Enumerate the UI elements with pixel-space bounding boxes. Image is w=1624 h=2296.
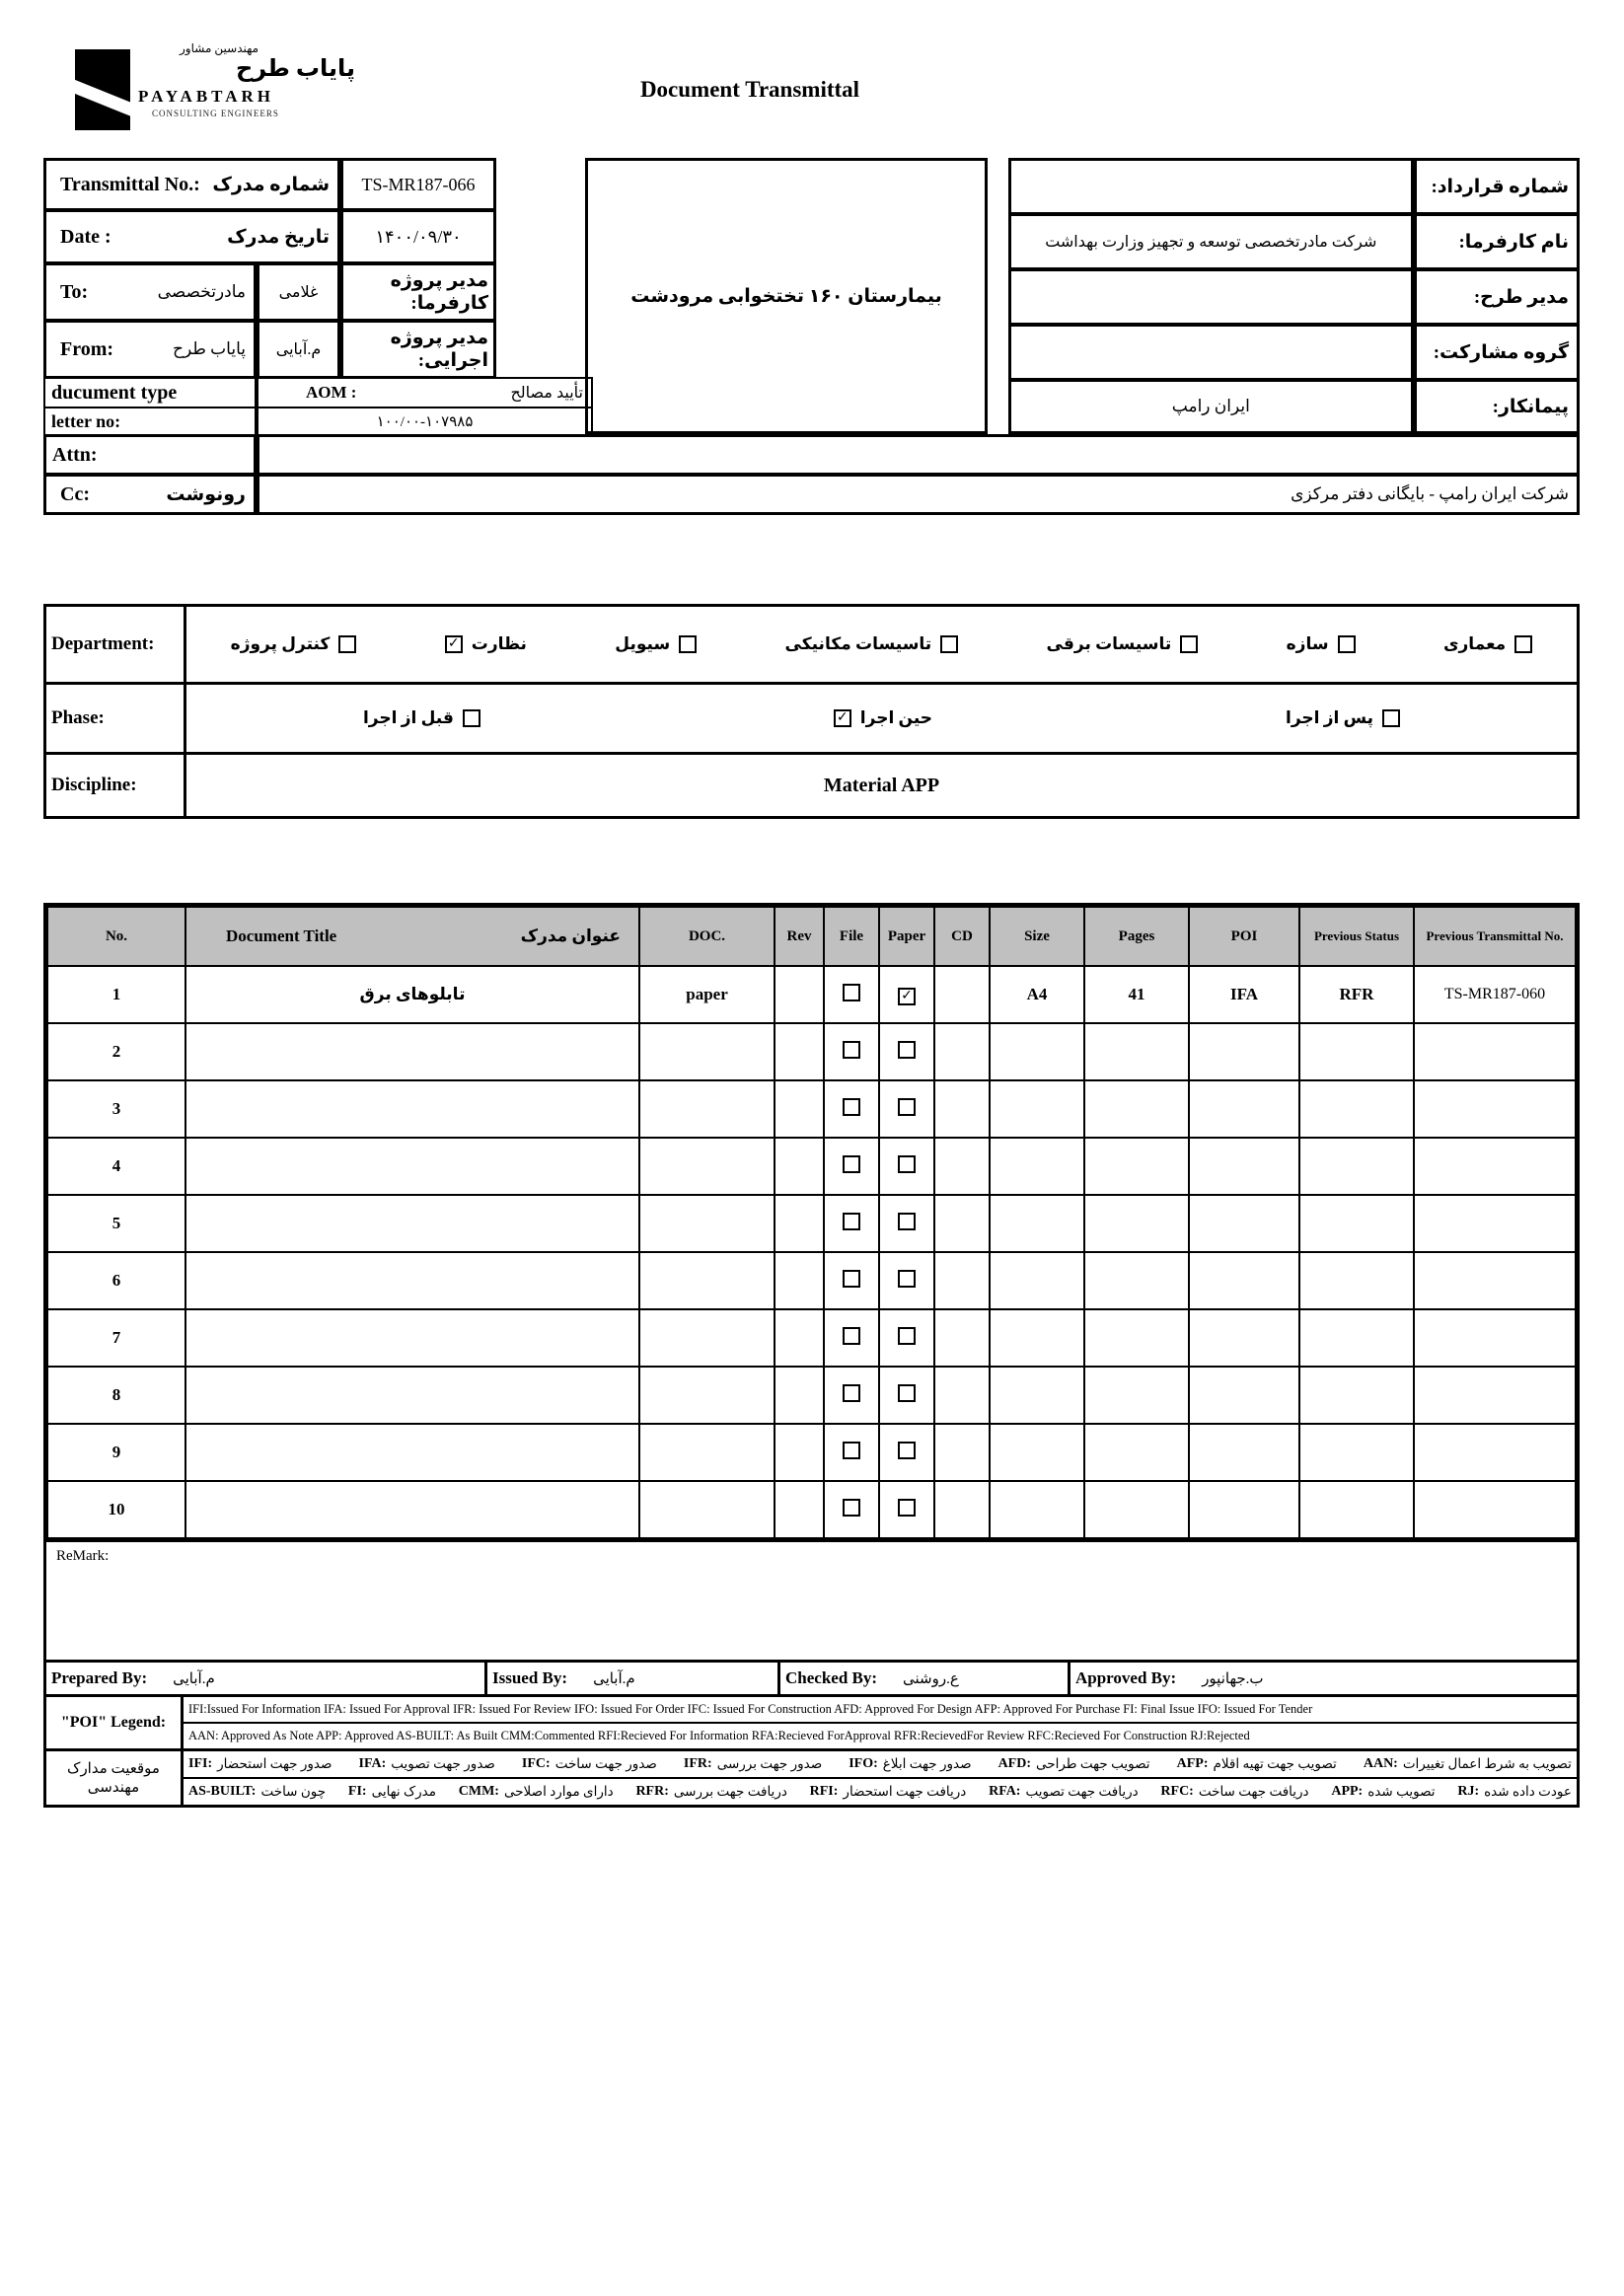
document-row-8: 8 <box>47 1367 1576 1424</box>
dept-checkbox-electrical[interactable] <box>1180 635 1198 653</box>
poi-legend-fa-band <box>46 1748 1577 1805</box>
from-role-fa: مدیر پروژه اجرایی: <box>340 320 496 379</box>
documents-header-row <box>47 907 1576 966</box>
dept-item-mechanical: تاسیسات مکانیکی <box>785 634 959 654</box>
document-type-row <box>43 377 593 408</box>
poi-legend-en-band <box>46 1697 1577 1748</box>
phase-checkbox-before-execution[interactable] <box>463 709 480 727</box>
col-no: No. <box>47 907 185 966</box>
cc-row <box>43 474 1580 515</box>
page-title: Document Transmittal <box>639 77 860 102</box>
col-size: Size <box>990 907 1084 966</box>
from-org: پایاب طرح <box>173 339 246 358</box>
paper-checkbox-8[interactable] <box>898 1384 916 1402</box>
contract-no-row <box>1008 158 1580 215</box>
dept-checkbox-mechanical[interactable] <box>940 635 958 653</box>
contractor-label: پیمانکار: <box>1414 379 1580 434</box>
from-row <box>43 320 496 379</box>
contract-no-label: شماره قرارداد: <box>1414 158 1580 215</box>
transmittal-no-row <box>43 158 496 211</box>
file-checkbox-1[interactable] <box>843 984 860 1001</box>
legend-fa-line-2: AS-BUILT: چون ساخت FI: مدرک نهایی CMM: دارای موارد اصلاحی RFR: دریافت جهت بررسی RFI: دریافت جهت استحضار RFA: دریافت جهت تصویب RFC: دریافت جهت ساخت APP: تصویب شده RJ: عودت داده شده <box>184 1777 1577 1805</box>
department-label: Department: <box>46 607 186 682</box>
document-row-10: 10 <box>47 1481 1576 1538</box>
documents-block <box>43 903 1580 1808</box>
cc-label-fa: رونوشت <box>166 483 246 505</box>
col-file: File <box>824 907 879 966</box>
date-label-fa: تاریخ مدرک <box>227 226 330 248</box>
jv-label: گروه مشارکت: <box>1414 324 1580 381</box>
to-name: غلامی <box>257 262 340 322</box>
design-manager-value <box>1008 268 1414 326</box>
file-checkbox-5[interactable] <box>843 1213 860 1230</box>
issued-by-value: م.آبایی <box>593 1670 635 1687</box>
paper-checkbox-1[interactable]: ✓ <box>898 988 916 1005</box>
paper-checkbox-3[interactable] <box>898 1098 916 1116</box>
letter-no-value: ۱۰۰/۰۰-۱۰۷۹۸۵ <box>257 407 593 436</box>
discipline-row <box>46 752 1577 816</box>
file-checkbox-7[interactable] <box>843 1327 860 1345</box>
file-checkbox-9[interactable] <box>843 1442 860 1459</box>
document-row-3: 3 <box>47 1080 1576 1138</box>
phase-items <box>186 685 1577 752</box>
transmittal-no-label: Transmittal No.: <box>60 173 200 195</box>
prepared-by-value: م.آبایی <box>173 1670 215 1687</box>
to-label: To: <box>60 280 89 303</box>
checked-by-label: Checked By: <box>785 1668 878 1687</box>
dept-checkbox-structure[interactable] <box>1338 635 1356 653</box>
date-label: Date : <box>60 225 111 248</box>
jv-row <box>1008 324 1580 381</box>
design-manager-label: مدیر طرح: <box>1414 268 1580 326</box>
document-row-4: 4 <box>47 1138 1576 1195</box>
file-checkbox-2[interactable] <box>843 1041 860 1059</box>
attn-value[interactable] <box>257 434 1580 476</box>
logo-en-name: PAYABTARH <box>138 87 275 106</box>
page-header <box>0 0 1624 158</box>
letter-no-label: letter no: <box>51 410 121 431</box>
issued-by-cell <box>487 1663 780 1694</box>
dept-checkbox-civil[interactable] <box>679 635 697 653</box>
document-row-5: 5 <box>47 1195 1576 1252</box>
poi-legend <box>46 1694 1577 1805</box>
col-pages: Pages <box>1084 907 1189 966</box>
client-value: شرکت مادرتخصصی توسعه و تجهیز وزارت بهداشت <box>1008 213 1414 270</box>
paper-checkbox-10[interactable] <box>898 1499 916 1517</box>
legend-en-line-1: IFI:Issued For Information IFA: Issued For Approval IFR: Issued For Review IFO: Issued For Order IFC: Issued For Construction AFD: Approved For Design AFP: Approved For Purchase FI: Final Issue IFO: Issued For Tender <box>188 1702 1313 1716</box>
attn-label: Attn: <box>52 443 98 466</box>
remark-area[interactable] <box>46 1539 1577 1660</box>
cc-value: شرکت ایران رامپ - بایگانی دفتر مرکزی <box>257 474 1580 515</box>
checked-by-value: ع.روشنی <box>903 1670 959 1687</box>
approved-by-value: ب.جهانپور <box>1202 1670 1264 1687</box>
doc-title-1: تابلوهای برق <box>185 966 639 1023</box>
phase-item-before-execution: قبل از اجرا <box>363 708 480 728</box>
paper-checkbox-7[interactable] <box>898 1327 916 1345</box>
dept-item-electrical: تاسیسات برقی <box>1047 634 1199 654</box>
col-prev-status: Previous Status <box>1299 907 1414 966</box>
col-cd: CD <box>934 907 990 966</box>
col-title: Document Title عنوان مدرک <box>185 907 639 966</box>
approved-by-cell <box>1070 1663 1577 1694</box>
date-row <box>43 209 496 264</box>
phase-row <box>46 682 1577 752</box>
discipline-label: Discipline: <box>46 755 186 816</box>
prepared-by-label: Prepared By: <box>51 1668 148 1687</box>
dept-checkbox-project-control[interactable] <box>338 635 356 653</box>
approved-by-label: Approved By: <box>1075 1668 1177 1687</box>
transmittal-no-label-fa: شماره مدرک <box>212 174 330 195</box>
col-paper: Paper <box>879 907 934 966</box>
phase-label: Phase: <box>46 685 186 752</box>
document-row-7: 7 <box>47 1309 1576 1367</box>
file-checkbox-8[interactable] <box>843 1384 860 1402</box>
document-row-1: 1 تابلوهای برق paper ✓ A4 41 IFA RFR TS-MR187-060 <box>47 966 1576 1023</box>
date-value: ۱۴۰۰/۰۹/۳۰ <box>340 209 496 264</box>
dept-item-structure: سازه <box>1287 634 1356 654</box>
contract-no-value <box>1008 158 1414 215</box>
remark-label: ReMark: <box>56 1548 110 1564</box>
signature-row <box>46 1660 1577 1694</box>
cc-label: Cc: <box>60 482 90 505</box>
phase-item-during-execution: ✓ حین اجرا <box>834 708 932 728</box>
dept-item-project-control: کنترل پروژه <box>231 634 357 654</box>
prepared-by-cell <box>46 1663 487 1694</box>
project-name-box: بیمارستان ۱۶۰ تختخوابی مرودشت <box>585 158 988 434</box>
file-checkbox-3[interactable] <box>843 1098 860 1116</box>
jv-value <box>1008 324 1414 381</box>
dept-item-supervision: ✓ نظارت <box>445 634 527 654</box>
file-checkbox-10[interactable] <box>843 1499 860 1517</box>
document-row-6: 6 <box>47 1252 1576 1309</box>
client-label: نام کارفرما: <box>1414 213 1580 270</box>
legend-fa-line-1: IFI: صدور جهت استحضار IFA: صدور جهت تصویب IFC: صدور جهت ساخت IFR: صدور جهت بررسی IFO: صدور جهت ابلاغ AFD: تصویب جهت طراحی AFP: تصویب جهت تهیه اقلام AAN: تصویب به شرط اعمال تغییرات <box>188 1756 1572 1771</box>
issued-by-label: Issued By: <box>492 1668 568 1687</box>
contractor-value: ایران رامپ <box>1008 379 1414 434</box>
document-row-9: 9 <box>47 1424 1576 1481</box>
paper-checkbox-2[interactable] <box>898 1041 916 1059</box>
paper-checkbox-4[interactable] <box>898 1155 916 1173</box>
phase-checkbox-after-execution[interactable] <box>1382 709 1400 727</box>
from-label: From: <box>60 337 114 360</box>
to-row <box>43 262 496 322</box>
info-section <box>43 158 1580 513</box>
col-doc: DOC. <box>639 907 775 966</box>
checked-by-cell <box>780 1663 1070 1694</box>
department-items <box>186 607 1577 682</box>
transmittal-no-value: TS-MR187-066 <box>340 158 496 211</box>
paper-checkbox-6[interactable] <box>898 1270 916 1288</box>
logo-en-subtitle: CONSULTING ENGINEERS <box>152 109 279 118</box>
logo-fa-name: پایاب طرح <box>236 56 355 82</box>
design-manager-row <box>1008 268 1580 326</box>
document-type-fa: تأیید مصالح <box>510 385 583 402</box>
dept-item-civil: سیویل <box>615 634 697 654</box>
file-checkbox-6[interactable] <box>843 1270 860 1288</box>
poi-legend-label: "POI" Legend: <box>46 1697 184 1748</box>
documents-table <box>46 906 1577 1539</box>
file-checkbox-4[interactable] <box>843 1155 860 1173</box>
contract-info-table <box>1008 158 1580 434</box>
client-row <box>1008 213 1580 270</box>
phase-item-after-execution: پس از اجرا <box>1286 708 1400 728</box>
discipline-value: Material APP <box>823 774 940 796</box>
legend-en-line-2: AAN: Approved As Note APP: Approved AS-BUILT: As Built CMM:Commented RFI:Recieved For Information RFA:Recieved ForApproval RFR:RecievedFor Review RFC:Recieved For Construction RJ:Rejected <box>184 1722 1577 1748</box>
logo-fa-tagline: مهندسین مشاور <box>180 41 259 55</box>
from-name: م.آبایی <box>257 320 340 379</box>
to-org: مادرتخصصی <box>157 282 246 301</box>
dept-item-architecture: معماری <box>1443 634 1532 654</box>
department-row <box>46 607 1577 682</box>
to-role-fa: مدیر پروژه کارفرما: <box>340 262 496 322</box>
contractor-row <box>1008 379 1580 434</box>
phase-checkbox-during-execution[interactable]: ✓ <box>834 709 851 727</box>
document-row-2: 2 <box>47 1023 1576 1080</box>
paper-checkbox-5[interactable] <box>898 1213 916 1230</box>
col-prev-transmittal: Previous Transmittal No. <box>1414 907 1576 966</box>
dept-checkbox-architecture[interactable] <box>1514 635 1532 653</box>
department-phase-table <box>43 604 1580 819</box>
col-rev: Rev <box>775 907 824 966</box>
dept-checkbox-supervision[interactable]: ✓ <box>445 635 463 653</box>
document-type-value: AOM : <box>306 383 357 402</box>
letter-no-row <box>43 407 593 436</box>
col-poi: POI <box>1189 907 1299 966</box>
legend-fa-label: موقعیت مدارک مهندسی <box>46 1751 184 1805</box>
document-type-label: ducument type <box>51 381 178 404</box>
paper-checkbox-9[interactable] <box>898 1442 916 1459</box>
attn-row <box>43 434 1580 476</box>
